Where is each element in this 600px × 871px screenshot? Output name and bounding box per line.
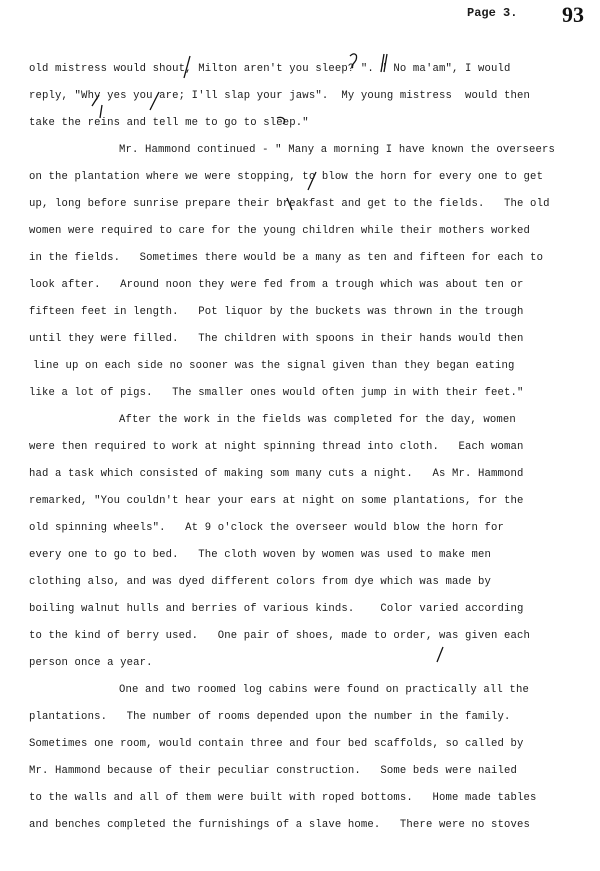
text-line: reply, "Why yes you are; I'll slap your jaws". My young mistress would then [29,90,531,102]
text-line: old spinning wheels". At 9 o'clock the overseer would blow the horn for [29,522,505,534]
text-line: on the plantation where we were stopping, to blow the horn for every one to get [29,171,544,183]
text-line: One and two roomed log cabins were found on practically all the [119,684,529,696]
text-line: in the fields. Sometimes there would be a many as ten and fifteen for each to [29,252,544,264]
text-line: until they were filled. The children with spoons in their hands would then [29,333,524,345]
text-line: women were required to care for the young children while their mothers worked [29,225,531,237]
folio-number: 93 [562,2,584,27]
text-line: boiling walnut hulls and berries of various kinds. Color varied according [29,603,524,615]
text-line: every one to go to bed. The cloth woven by women was used to make men [29,549,492,561]
text-line: up, long before sunrise prepare their breakfast and get to the fields. The old [29,198,550,210]
text-line: Mr. Hammond continued - " Many a morning I have known the overseers [119,144,555,156]
text-line: to the kind of berry used. One pair of shoes, made to order, was given each [29,630,531,642]
text-line: person once a year. [29,657,153,669]
text-line: to the walls and all of them were built with roped bottoms. Home made tables [29,792,537,804]
text-line: old mistress would shout, Milton aren't you sleep? ". " No ma'am", I would [29,63,511,75]
text-line: clothing also, and was dyed different colors from dye which was made by [29,576,492,588]
text-line: remarked, "You couldn't hear your ears at night on some plantations, for the [29,495,524,507]
text-line: fifteen feet in length. Pot liquor by the buckets was thrown in the trough [29,306,524,318]
text-line: had a task which consisted of making som many cuts a night. As Mr. Hammond [29,468,524,480]
text-line: take the reins and tell me to go to sleep." [29,117,309,129]
text-line: like a lot of pigs. The smaller ones would often jump in with their feet." [29,387,524,399]
text-line: Sometimes one room, would contain three and four bed scaffolds, so called by [29,738,524,750]
text-line: and benches completed the furnishings of a slave home. There were no stoves [29,819,531,831]
text-line: plantations. The number of rooms depended upon the number in the family. [29,711,511,723]
text-line: Mr. Hammond because of their peculiar construction. Some beds were nailed [29,765,518,777]
text-line: line up on each side no sooner was the signal given than they began eating [33,360,515,372]
text-line: were then required to work at night spinning thread into cloth. Each woman [29,441,524,453]
page-label: Page 3. [467,6,518,20]
text-line: look after. Around noon they were fed from a trough which was about ten or [29,279,524,291]
text-line: After the work in the fields was completed for the day, women [119,414,516,426]
